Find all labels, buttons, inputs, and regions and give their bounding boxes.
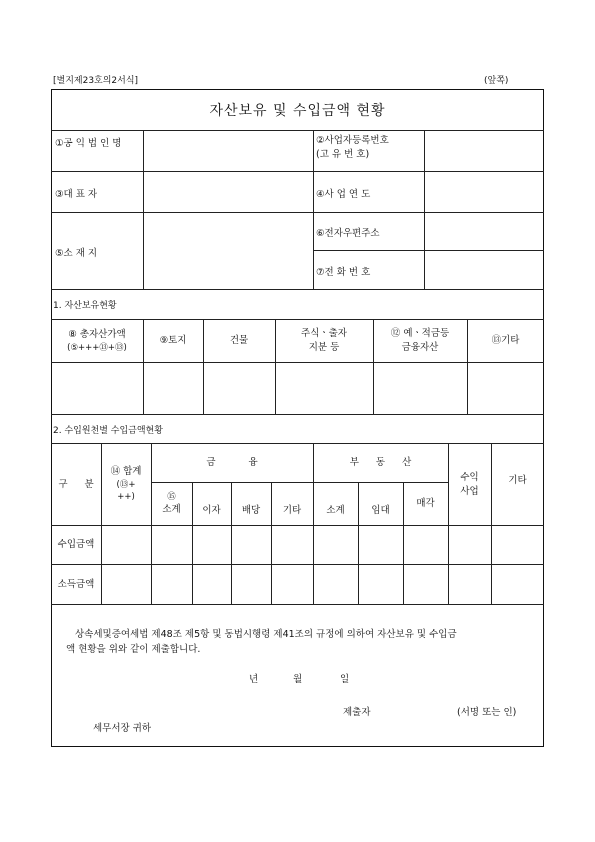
email-label: ⑥전자우편주소 — [316, 228, 380, 239]
deposit-value-field[interactable] — [374, 363, 467, 414]
sum-header-line3: ++) — [117, 492, 135, 503]
deposit-header — [373, 320, 467, 362]
finance-subtotal-label: 소계 — [162, 504, 181, 516]
profit-business-header-line1: 수익 — [460, 471, 479, 483]
sale-header: 매각 — [416, 498, 435, 510]
sum-header — [101, 444, 151, 525]
business-year-field[interactable] — [425, 172, 543, 211]
realestate-header: 부 동 산 — [349, 457, 412, 469]
biz-reg-field[interactable] — [425, 131, 543, 170]
finance-subtotal-header — [151, 483, 192, 525]
asset-other-value-field[interactable] — [468, 363, 543, 414]
statement-line1: 상속세및증여세법 제48조 제5항 및 동법시행령 제41조의 규정에 의하여 자산보유 및 수입금 — [75, 629, 457, 640]
profit-business-header-line2: 사업 — [460, 485, 479, 497]
building-value-field[interactable] — [204, 363, 275, 414]
dividend-header: 배당 — [241, 505, 261, 517]
biz-reg-sub-text: (고 유 번 호) — [316, 149, 370, 161]
building-header: 건물 — [229, 335, 249, 347]
total-assets-header — [51, 320, 143, 362]
income-other-header: 기타 — [508, 474, 527, 486]
asset-other-header: ⑬기타 — [491, 335, 520, 347]
realestate-subtotal-header: 소계 — [326, 505, 345, 517]
divider — [313, 130, 314, 289]
finance-subtotal-number: ⑮ — [167, 491, 176, 502]
stock-header-line2: 지분 등 — [308, 342, 340, 353]
representative-label: ③대 표 자 — [55, 189, 98, 200]
stock-value-field[interactable] — [276, 363, 373, 414]
stock-header — [275, 320, 373, 362]
section1-title: 1. 자산보유현황 — [53, 301, 117, 311]
row-label-revenue: 수입금액 — [57, 539, 95, 551]
phone-label: ⑦전 화 번 호 — [316, 267, 371, 278]
location-label: ⑤소 재 지 — [55, 248, 98, 259]
row-label-income: 소득금액 — [57, 578, 95, 590]
deposit-header-line1: ⑫ 예ㆍ적금등 — [390, 328, 450, 340]
total-assets-header-line2: (⑤+++⑬+⑬) — [67, 342, 127, 353]
phone-field[interactable] — [425, 251, 543, 288]
stock-header-line1: 주식ㆍ출자 — [301, 328, 347, 340]
page-side-label: (앞쪽) — [484, 76, 509, 86]
date-year-label: 년 — [249, 674, 259, 685]
corp-name-field[interactable] — [144, 131, 312, 170]
biz-reg-label — [316, 134, 422, 170]
form-title: 자산보유 및 수입금액 현황 — [209, 103, 386, 119]
corp-name-label: ①공 익 법 인 명 — [55, 138, 122, 149]
land-value-field[interactable] — [144, 363, 203, 414]
date-month-label: 월 — [293, 674, 303, 685]
business-year-label: ④사 업 연 도 — [316, 189, 371, 200]
finance-other-header: 기타 — [282, 505, 302, 517]
email-field[interactable] — [425, 213, 543, 249]
representative-field[interactable] — [144, 172, 312, 211]
biz-reg-label-text: ②사업자등록번호 — [316, 135, 389, 146]
divider — [51, 289, 544, 290]
statement-line2: 액 현황을 위와 같이 제출합니다. — [66, 644, 201, 655]
profit-business-header — [448, 444, 491, 525]
date-day-label: 일 — [340, 674, 350, 685]
total-assets-value-field[interactable] — [52, 363, 143, 414]
rent-header: 임대 — [371, 505, 390, 517]
sum-header-line1: ⑭ 합계 — [110, 466, 142, 478]
land-header: ⑨토지 — [159, 335, 187, 347]
deposit-header-line2: 금융자산 — [401, 342, 439, 353]
form-number: [별지제23호의2서식] — [53, 76, 139, 86]
divider — [51, 604, 544, 605]
finance-header: 금 융 — [206, 457, 258, 469]
submitter-label: 제출자 — [343, 707, 371, 718]
section2-title: 2. 수입원천별 수입금액현황 — [53, 426, 163, 436]
income-row-fields[interactable] — [102, 565, 544, 604]
revenue-row-fields[interactable] — [102, 526, 544, 564]
total-assets-header-line1: ⑧ 총자산가액 — [68, 328, 126, 340]
recipient-label: 세무서장 귀하 — [93, 723, 152, 734]
location-field[interactable] — [144, 213, 312, 288]
sum-header-line2: (⑬+ — [116, 480, 136, 491]
category-header: 구 분 — [58, 478, 94, 490]
signature-label: (서명 또는 인) — [457, 707, 517, 718]
divider — [51, 414, 544, 415]
interest-header: 이자 — [202, 505, 221, 517]
